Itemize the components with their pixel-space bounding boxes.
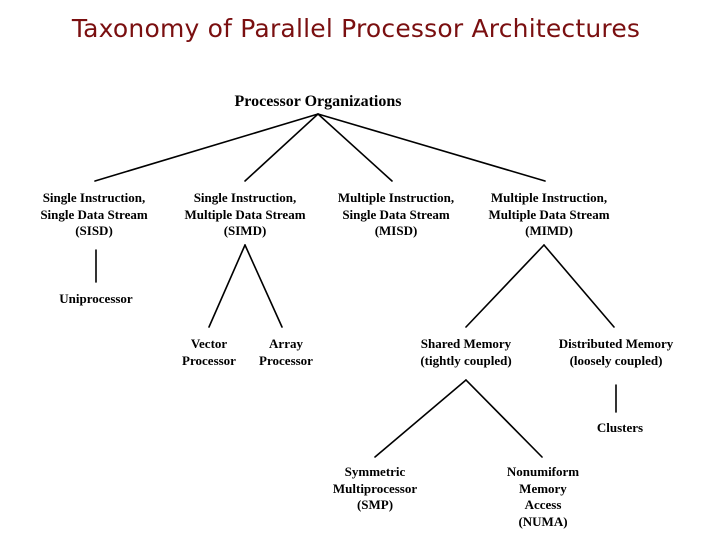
edge-root-simd (245, 114, 318, 181)
edge-simd-vector (209, 245, 245, 327)
smp-node (320, 464, 430, 514)
edge-root-mimd (318, 114, 545, 181)
array-processor-node (251, 336, 321, 369)
simd-line1: Single Instruction, (193, 190, 297, 205)
mimd-line3: (MIMD) (525, 223, 573, 238)
simd-node (169, 190, 321, 240)
smp-line1: Symmetric (344, 464, 406, 479)
vector-line1: Vector (190, 336, 228, 351)
mimd-node (473, 190, 625, 240)
smp-line3: (SMP) (356, 497, 394, 512)
shared-line1: Shared Memory (420, 336, 512, 351)
simd-line3: (SIMD) (223, 223, 267, 238)
numa-line3: Access (524, 497, 562, 512)
misd-line2: Single Data Stream (342, 206, 450, 222)
edge-shared-smp (375, 380, 466, 457)
array-line2: Processor (259, 352, 313, 368)
sisd-line2: Single Data Stream (40, 206, 148, 222)
clusters-label: Clusters (596, 420, 644, 435)
misd-line1: Multiple Instruction, (337, 190, 455, 205)
distributed-line1: Distributed Memory (558, 336, 674, 351)
simd-line2: Multiple Data Stream (184, 206, 306, 222)
smp-line2: Multiprocessor (332, 480, 418, 496)
edge-root-sisd (95, 114, 318, 181)
shared-memory-node (406, 336, 526, 369)
edge-shared-numa (466, 380, 542, 457)
clusters-node (580, 420, 660, 437)
numa-node (493, 464, 593, 530)
vector-processor-node (174, 336, 244, 369)
sisd-line3: (SISD) (75, 223, 113, 238)
edge-root-misd (318, 114, 392, 181)
misd-node (320, 190, 472, 240)
uniprocessor-node (36, 291, 156, 308)
distributed-memory-node (548, 336, 684, 369)
edge-mimd-shared (466, 245, 544, 327)
edge-simd-array (245, 245, 282, 327)
edge-mimd-distributed (544, 245, 614, 327)
shared-line2: (tightly coupled) (420, 352, 512, 368)
misd-line3: (MISD) (374, 223, 418, 238)
slide-title: Taxonomy of Parallel Processor Architectures (71, 14, 641, 43)
mimd-line2: Multiple Data Stream (488, 206, 610, 222)
root-label: Processor Organizations (234, 93, 402, 110)
numa-line1: Nonumiform (506, 464, 580, 479)
numa-line2: Memory (519, 480, 567, 496)
vector-line2: Processor (182, 352, 236, 368)
uniprocessor-label: Uniprocessor (59, 291, 133, 306)
sisd-node (18, 190, 170, 240)
mimd-line1: Multiple Instruction, (490, 190, 608, 205)
numa-line4: (NUMA) (518, 513, 568, 529)
distributed-line2: (loosely coupled) (569, 352, 663, 368)
array-line1: Array (269, 336, 303, 351)
root-node (218, 92, 418, 112)
sisd-line1: Single Instruction, (42, 190, 146, 205)
